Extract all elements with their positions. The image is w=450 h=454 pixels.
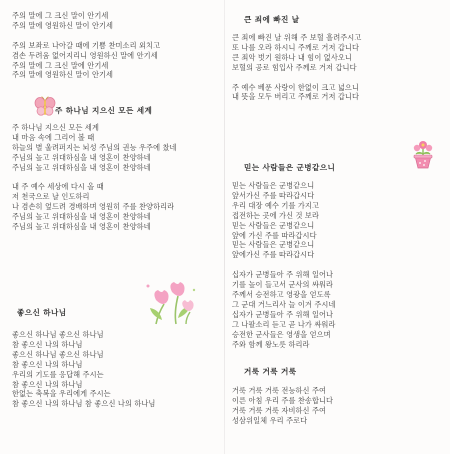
lyric-line: 참 좋으신 나의 하나님 <box>12 339 83 349</box>
lyric-line: 주의 말에 영원하신 말이 안기세 <box>12 70 114 80</box>
lyric-line: 믿는 사람들은 군병같으니 <box>232 240 315 250</box>
lyric-line: 참 좋으신 나의 하나님 <box>12 379 83 389</box>
song5-title: 믿는 사람들은 군병같으니 <box>244 163 336 172</box>
lyric-line: 그 군대 거느리사 늘 이겨 주시네 <box>232 299 336 309</box>
lyric-line: 성삼위일체 우리 주로다 <box>232 415 308 425</box>
lyric-line: 주님의 높고 위대하심을 내 영혼이 찬양하네 <box>12 152 151 162</box>
lyric-line: 앞서가신 주를 따라갑시다 <box>232 190 315 200</box>
lyric-line: 우리 대장 예수 기를 가지고 <box>232 200 320 210</box>
lyric-line <box>232 73 361 83</box>
lyric-line: 주 예수 베푼 사랑이 한없이 크고 넓으니 <box>232 82 359 92</box>
song3-title: 좋으신 하나님 <box>17 308 67 317</box>
lyric-line: 주님의 높고 위대하심을 내 영혼이 찬양하네 <box>12 212 151 222</box>
lyric-line: 겸손 두려움 없어지리니 영원하신 말에 안기세 <box>12 50 158 60</box>
lyric-line: 앞에 가신 주를 따라갑시다 <box>232 230 317 240</box>
lyric-line: 믿는 사람들은 군병같으니 <box>232 181 315 190</box>
lyric-line: 거룩 거룩 거룩 전능하신 주여 <box>232 386 327 395</box>
song6-lyrics <box>232 386 333 426</box>
song5-lyrics <box>232 181 336 349</box>
lyric-line: 참 좋으신 나의 하나님 <box>12 359 83 369</box>
song3-lyrics <box>12 330 155 409</box>
lyric-line: 저 천국으로 날 인도하리 <box>12 192 90 202</box>
song4-title: 큰 죄에 빠진 날 <box>244 15 300 24</box>
lyric-line: 믿는 사람들은 군병같으니 <box>232 220 315 230</box>
lyric-line: 접전하는 곳에 가신 것 보라 <box>232 210 320 220</box>
lyric-line: 기를 높이 들고서 군사의 싸워라 <box>232 280 334 290</box>
lyric-line: 큰 죄에 빠진 날 위해 주 보혈 흘려주시고 <box>232 33 362 42</box>
lyric-line: 주의 말에 그 크신 말에 안기세 <box>12 60 109 70</box>
tulip-flowers-icon <box>142 278 200 328</box>
lyric-line: 하늘의 별 울려퍼지는 뇌성 주님의 권능 우주에 찼네 <box>12 142 177 152</box>
song2-lyrics <box>12 123 177 232</box>
lyric-line: 참 좋으신 나의 하나님 참 좋으신 나의 하나님 <box>12 399 156 409</box>
lyric-line: 십자가 군병들아 주 위해 일어나 <box>232 309 334 319</box>
lyric-line: 주의 말에 그 크신 말이 안기세 <box>12 11 109 20</box>
lyric-line: 좋으신 하나님 좋으신 하나님 <box>12 349 104 359</box>
lyric-line: 내 뜻을 모두 버리고 주께로 거저 갑니다 <box>232 92 359 102</box>
lyric-line <box>12 31 160 41</box>
lyric-line: 주 하나님 지으신 모든 세계 <box>12 123 100 132</box>
page-fold <box>224 0 225 454</box>
lyric-line: 내 주 예수 세상에 다시 올 때 <box>12 182 104 192</box>
lyric-line: 앞에가신 주를 따라갑시다 <box>232 250 315 260</box>
lyric-line: 주의 말에 영원하신 말이 안기세 <box>12 20 114 30</box>
flower-pot-icon <box>408 138 438 170</box>
lyric-line: 그 나팔소리 듣고 곧 나가 싸워라 <box>232 319 336 329</box>
song1-lyrics <box>12 11 160 80</box>
lyric-line: 한없는 축복을 우리에게 주시는 <box>12 389 111 399</box>
lyric-line <box>12 173 177 183</box>
lyric-line: 나 겸손히 엎드려 경배하며 영원히 주를 찬양하리라 <box>12 202 175 212</box>
lyric-line: 주와 함께 왕노릇 하리라 <box>232 339 310 349</box>
lyric-line: 십자가 군병들아 주 위해 일어나 <box>232 270 334 280</box>
lyric-line: 승전한 군사들은 영생을 얻으며 <box>232 329 331 339</box>
lyric-line: 주님의 높고 위대하심을 내 영혼이 찬양하네 <box>12 222 151 232</box>
lyric-line: 큰 죄악 벗기 원하나 내 힘이 없사오니 <box>232 52 352 62</box>
lyric-line: 좋으신 하나님 좋으신 하나님 <box>12 330 104 339</box>
lyric-line: 또 나를 오라 하시니 주께로 거저 갑니다 <box>232 42 359 52</box>
lyric-line: 거룩 거룩 거룩 자비하신 주여 <box>232 405 327 415</box>
song6-title: 거룩 거룩 거룩 <box>244 367 297 376</box>
lyric-line: 이른 아침 우리 주를 찬송합니다 <box>232 395 334 405</box>
lyric-line: 주께서 승전하고 영광을 얻도록 <box>232 289 331 299</box>
lyric-line: 주의 보좌로 나아갈 때에 기쁨 찬미소리 외치고 <box>12 40 161 50</box>
lyric-line: 내 마음 속에 그리어 볼 때 <box>12 132 95 142</box>
lyric-line: 주님의 높고 위대하심을 내 영혼이 찬양하네 <box>12 162 151 172</box>
song2-title: 주 하나님 지으신 모든 세계 <box>55 106 153 115</box>
lyric-line: 우리의 기도를 응답해 주시는 <box>12 369 104 379</box>
lyric-line <box>232 260 336 270</box>
lyric-line: 보혈의 공로 힘입사 주께로 거저 갑니다 <box>232 62 357 72</box>
butterfly-icon <box>34 96 56 118</box>
song4-lyrics <box>232 33 361 102</box>
